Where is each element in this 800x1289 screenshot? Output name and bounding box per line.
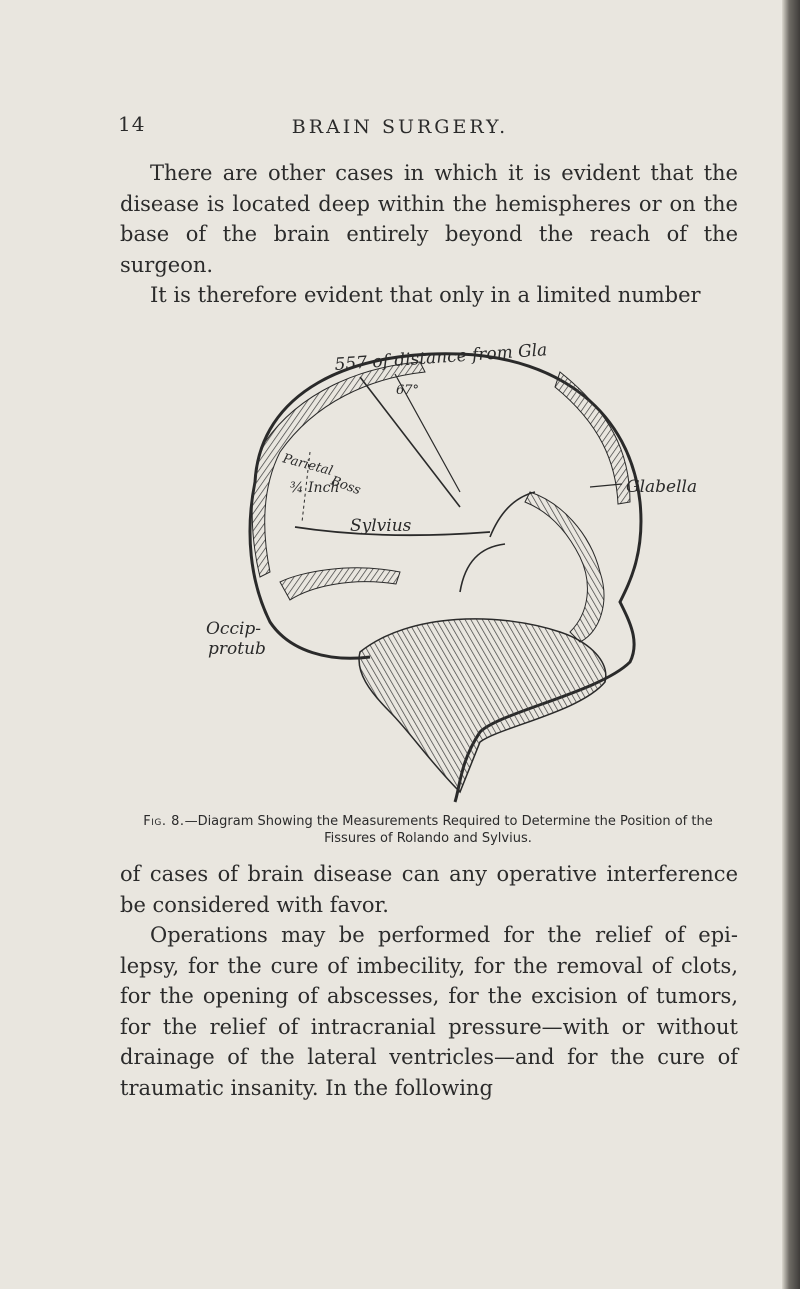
neck-region <box>359 619 606 792</box>
inch-annotation: ¾ Inch <box>290 480 340 496</box>
sylvius-annotation: Sylvius <box>350 516 412 536</box>
running-title: BRAIN SURGERY. <box>291 116 509 138</box>
protuberance-annotation: protub <box>208 639 266 659</box>
page-edge <box>782 0 800 1289</box>
fissure-curve <box>460 544 505 592</box>
distance-annotation: 557 of distance from Gla <box>333 340 548 375</box>
glabella-annotation: Glabella <box>626 477 698 497</box>
brain-diagram-figure <box>160 332 720 812</box>
paragraph: of cases of brain disease can any operative interference be considered with favor. <box>120 862 738 917</box>
degree-annotation: 67° <box>396 383 420 398</box>
brain-diagram <box>160 332 720 812</box>
face-region <box>525 492 604 642</box>
paragraph: It is therefore evident that only in a limited number <box>150 283 701 307</box>
boss-annotation: Boss <box>328 473 363 499</box>
caption-text: —Diagram Showing the Measurements Required to Determine the Position of the Fissures of Rolando and Sylvius. <box>184 814 713 846</box>
occipital-region <box>280 568 400 600</box>
page-number: 14 <box>118 112 146 136</box>
paragraph: There are other cases in which it is evident that the disease is located deep within the hemispheres or on the base of the brain entirely beyond the reach of the surgeon. <box>120 161 738 277</box>
body-text-bottom <box>120 859 738 1103</box>
paragraph: Operations may be performed for the relief of epi-lepsy, for the cure of imbecility, for the removal of clots, for the opening of abscesses, for the excision of tumors, for the relief of intracranial pressure—with or without drainage of the lateral ventricles—and for the cure of traumatic insanity. In the following <box>120 923 738 1100</box>
figure-label: Fig. 8. <box>143 814 185 829</box>
parietal-annotation: Parietal <box>280 451 335 480</box>
body-text-top <box>120 158 738 311</box>
occipital-annotation: Occip- <box>206 619 262 639</box>
figure-caption <box>118 813 738 847</box>
